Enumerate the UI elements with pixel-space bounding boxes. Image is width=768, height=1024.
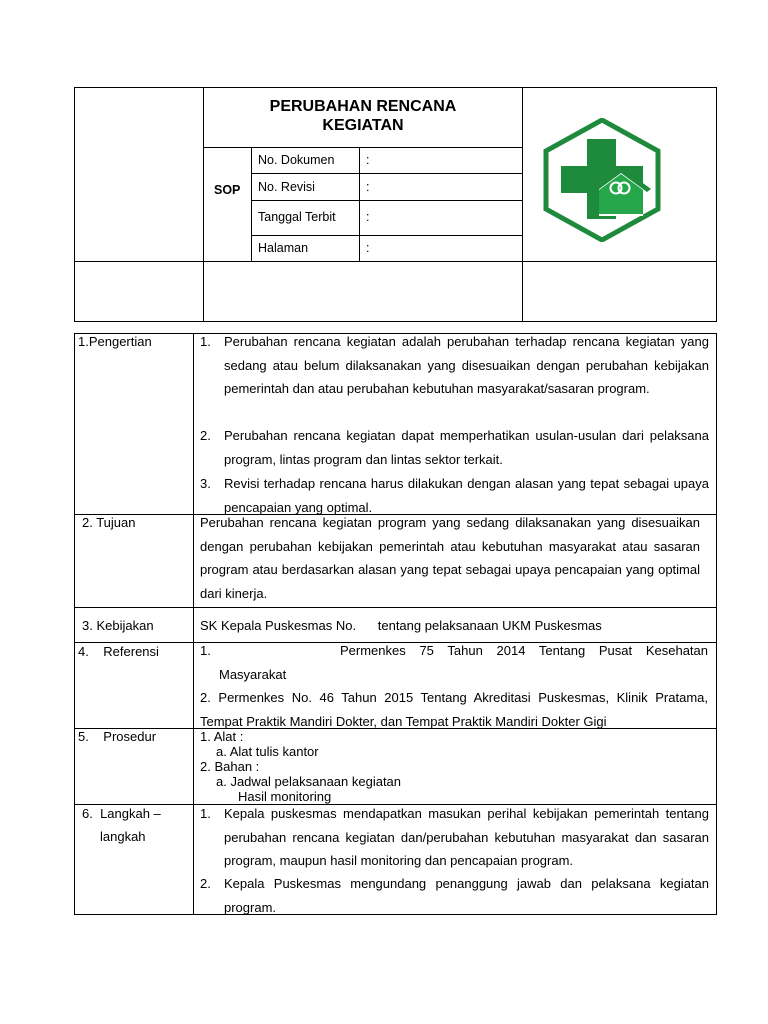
field-label-tanggal-terbit: Tanggal Terbit — [258, 210, 336, 224]
prosedur-line-1: 1. Alat : — [200, 729, 244, 744]
pengertian-item-2-text: Perubahan rencana kegiatan dapat memperhatikan usulan-usulan dari pelaksana program, lintas program dan lintas sektor terkait. — [224, 428, 709, 467]
field-label-no-revisi: No. Revisi — [258, 180, 315, 194]
document-title-line1: PERUBAHAN RENCANA — [269, 98, 457, 115]
puskesmas-logo-icon — [543, 118, 661, 242]
field-label-no-dokumen: No. Dokumen — [258, 153, 335, 167]
label-tujuan: 2. Tujuan — [82, 515, 136, 530]
field-label-halaman: Halaman — [258, 241, 309, 255]
label-langkah-line1: 6. Langkah – — [82, 806, 161, 821]
sop-label: SOP — [214, 183, 241, 197]
referensi-item-1-line1: Permenkes 75 Tahun 2014 Tentang Pusat Kesehatan — [340, 643, 708, 658]
pengertian-item-1-number: 1. — [200, 334, 211, 349]
pengertian-item-2-number: 2. — [200, 428, 211, 443]
tujuan-text: Perubahan rencana kegiatan program yang sedang dilaksanakan yang disesuaikan dengan perubahan kebijakan pemerintah atau kebutuhan masyarakat atau sasaran program atau berdasarkan alasan yang tepat sebagai upaya pencapaian yang optimal dari kinerja. — [200, 515, 700, 601]
field-value-no-dokumen: : — [366, 153, 370, 167]
langkah-item-1-text: Kepala puskesmas mendapatkan masukan perihal kebijakan pemerintah tentang perubahan rencana kegiatan dan/perubahan kebutuhan masyarakat dan sasaran program, maupun hasil monitoring dan pencapaian program. — [224, 806, 709, 868]
field-value-halaman: : — [366, 241, 370, 255]
pengertian-item-1-text: Perubahan rencana kegiatan adalah perubahan terhadap rencana kegiatan yang sedang atau belum dilaksanakan yang disesuaikan dengan perubahan kebijakan pemerintah dan atau perubahan kebutuhan masyarakat/sasaran program. — [224, 334, 709, 396]
prosedur-line-3: 2. Bahan : — [200, 759, 260, 774]
kebijakan-text: SK Kepala Puskesmas No. tentang pelaksanaan UKM Puskesmas — [200, 618, 602, 633]
prosedur-line-4: a. Jadwal pelaksanaan kegiatan — [216, 774, 402, 789]
field-value-no-revisi: : — [366, 180, 370, 194]
prosedur-line-5: Hasil monitoring — [238, 789, 332, 804]
document-title-line2: KEGIATAN — [322, 117, 404, 134]
label-langkah-line2: langkah — [100, 829, 146, 844]
referensi-item-2-text: 2. Permenkes No. 46 Tahun 2015 Tentang Akreditasi Puskesmas, Klinik Pratama, Tempat Praktik Mandiri Dokter, dan Tempat Praktik Mandiri Dokter Gigi — [200, 690, 708, 729]
prosedur-line-2: a. Alat tulis kantor — [216, 744, 319, 759]
langkah-item-2-text: Kepala Puskesmas mengundang penanggung jawab dan pelaksana kegiatan program. — [224, 876, 709, 915]
label-prosedur: 5. Prosedur — [78, 729, 157, 744]
label-kebijakan: 3. Kebijakan — [82, 618, 154, 633]
pengertian-item-3-number: 3. — [200, 476, 211, 491]
label-pengertian: 1.Pengertian — [78, 334, 152, 349]
field-value-tanggal-terbit: : — [366, 210, 370, 224]
referensi-item-1-line2: Masyarakat — [219, 667, 287, 682]
label-referensi: 4. Referensi — [78, 644, 159, 659]
langkah-item-1-number: 1. — [200, 806, 211, 821]
document-title — [204, 97, 522, 135]
referensi-item-1-number: 1. — [200, 643, 211, 658]
pengertian-item-3-text: Revisi terhadap rencana harus dilakukan dengan alasan yang tepat sebagai upaya pencapaian yang optimal. — [224, 476, 709, 515]
langkah-item-2-number: 2. — [200, 876, 211, 891]
